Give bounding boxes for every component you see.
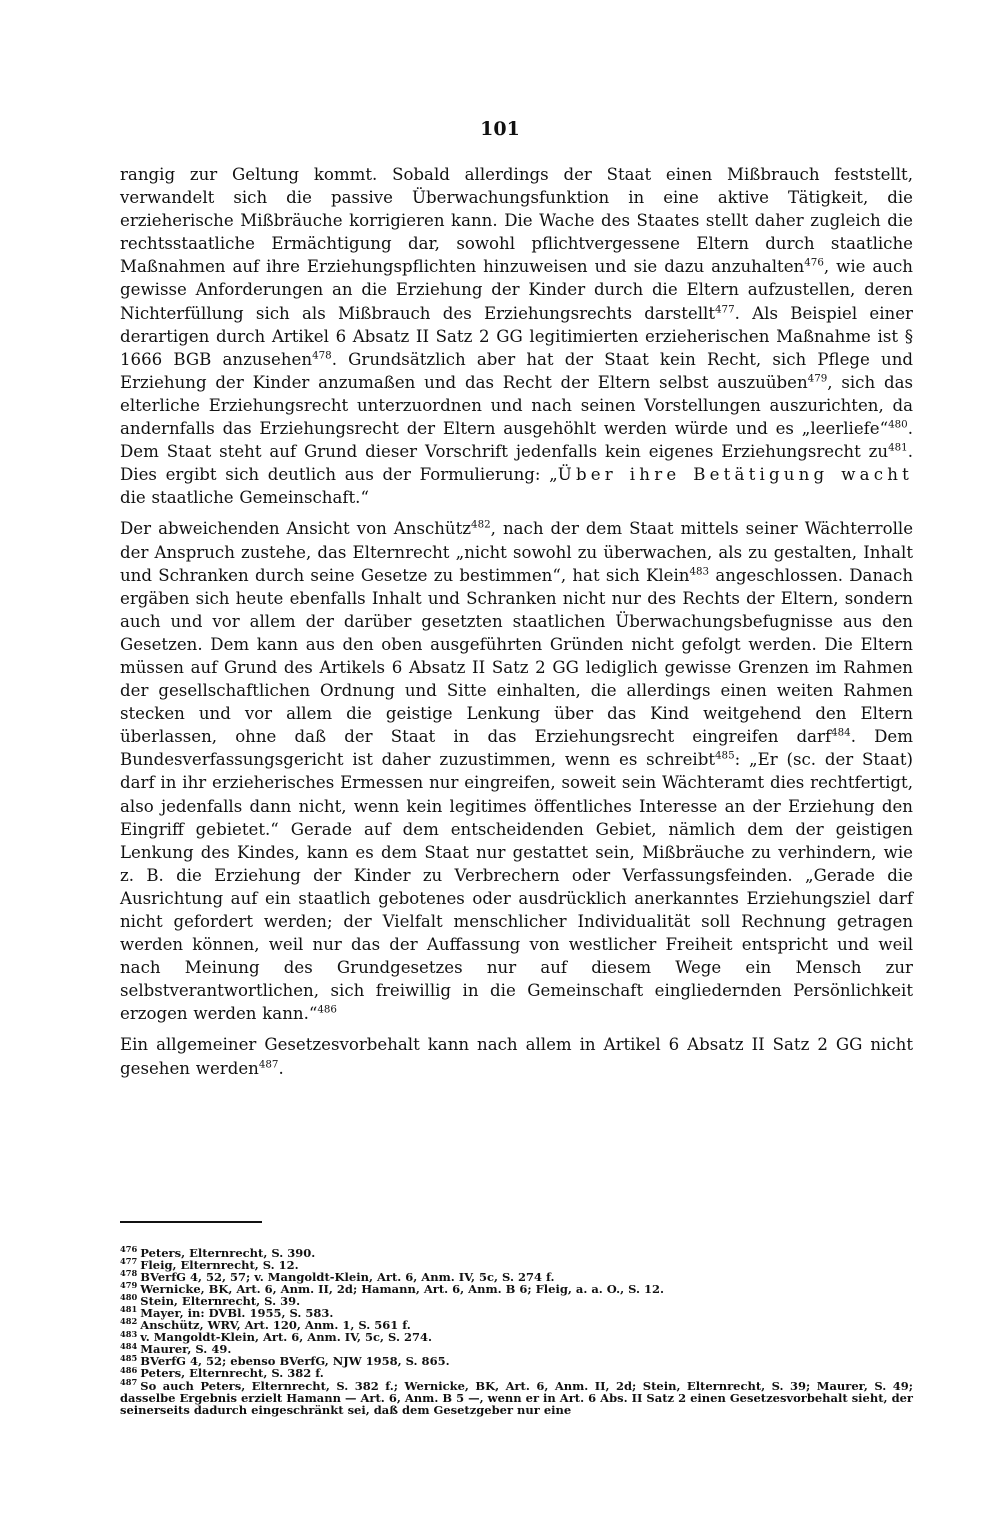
footnote-number: 480 bbox=[120, 1292, 138, 1303]
footnote-number: 486 bbox=[120, 1364, 138, 1375]
footnote-ref: 486 bbox=[317, 1003, 337, 1016]
footnote-ref: 479 bbox=[807, 372, 828, 385]
text-run: . Dem Staat steht auf Grund dieser Vorschrift jedenfalls kein eigenes Erziehungsrecht zu bbox=[120, 419, 913, 462]
footnote-number: 485 bbox=[120, 1352, 138, 1363]
text-run: . Dies ergibt sich deutlich aus der Formulierung: „ bbox=[120, 442, 913, 485]
text-run: . Dem Bundesverfassungsgericht ist daher zuzustimmen, wenn es schreibt bbox=[120, 727, 913, 770]
text-run: angeschlossen. Danach ergäben sich heute ebenfalls Inhalt und Schranken nicht nur des Rechts der Eltern, sondern auch und vor allem der darüber gesetzten staatlichen Überwachungsbefugnisse aus den Gesetzen. Dem kann aus den oben ausgeführten Gründen nicht gefolgt werden. Die Eltern müssen auf Grund des Artikels 6 Absatz II Satz 2 GG lediglich gewisse Grenzen im Rahmen der gesellschaftlichen Ordnung und Sitte einhalten, die allerdings einen weiten Rahmen stecken und vor allem die geistige Lenkung über das Kind weitgehend den Eltern überlassen, ohne daß der Staat in das Erziehungsrecht eingreifen darf bbox=[120, 565, 914, 747]
text-run: , wie auch gewisse Anforderungen an die Erziehung der Kinder durch die Eltern aufzustellen, deren Nichterfüllung sich als Mißbrauch des Erziehungsrechts darstellt bbox=[120, 257, 913, 323]
footnote-text: Wernicke, BK, Art. 6, Anm. II, 2d; Hamann, Art. 6, Anm. B 6; Fleig, a. a. O., S. 12. bbox=[140, 1282, 665, 1297]
footnote bbox=[120, 1328, 913, 1345]
paragraph-3 bbox=[120, 1033, 913, 1079]
footnote-text: BVerfG 4, 52; ebenso BVerfG, NJW 1958, S. 865. bbox=[140, 1354, 450, 1369]
footnote-number: 483 bbox=[120, 1328, 138, 1339]
footnote-number: 487 bbox=[120, 1376, 138, 1387]
footnote-number: 481 bbox=[120, 1304, 138, 1315]
footnote-number: 476 bbox=[120, 1244, 138, 1255]
footnote-text: BVerfG 4, 52, 57; v. Mangoldt-Klein, Art. 6, Anm. IV, 5c, S. 274 f. bbox=[140, 1270, 555, 1285]
emphasized-quote: Über ihre Betätigung wacht bbox=[557, 465, 913, 485]
page-number: 101 bbox=[480, 118, 520, 140]
text-run: . bbox=[278, 1058, 284, 1078]
text-run: Ein allgemeiner Gesetzesvorbehalt kann nach allem in Artikel 6 Absatz II Satz 2 GG nicht gesehen werden bbox=[120, 1035, 913, 1078]
footnote-ref: 477 bbox=[715, 303, 735, 316]
footnote-text: Maurer, S. 49. bbox=[140, 1342, 232, 1357]
footnote-ref: 485 bbox=[715, 749, 735, 762]
body-text bbox=[120, 163, 913, 1080]
paragraph-2 bbox=[120, 517, 913, 1025]
footnote-number: 484 bbox=[120, 1340, 138, 1351]
text-run: rangig zur Geltung kommt. Sobald allerdings der Staat einen Mißbrauch feststellt, verwandelt sich die passive Überwachungsfunktion in eine aktive Tätigkeit, die erzieherische Mißbräuche korrigieren kann. Die Wache des Staates stellt daher zugleich die rechtsstaatliche Ermächtigung dar, sowohl pflichtvergessene Eltern durch staatliche Maßnahmen auf ihre Erziehungspflichten hinzuweisen und sie dazu anzuhalten bbox=[120, 165, 913, 277]
footnote-ref: 476 bbox=[804, 256, 824, 269]
text-run: , sich das elterliche Erziehungsrecht unterzuordnen und nach seinen Vorstellungen auszurichten, da andernfalls das Erziehungsrecht der Eltern ausgehöhlt werden würde und es „leerliefe“ bbox=[120, 372, 913, 439]
text-run: . Grundsätzlich aber hat der Staat kein Recht, sich Pflege und Erziehung der Kinder anzumaßen und das Recht der Eltern selbst auszuüben bbox=[120, 349, 913, 392]
footnote-text: Fleig, Elternrecht, S. 12. bbox=[140, 1258, 299, 1273]
text-run: . Als Beispiel einer derartigen durch Artikel 6 Absatz II Satz 2 GG legitimierten erzieherischen Maßnahme ist § 1666 BGB anzusehen bbox=[120, 303, 913, 369]
text-run: Der abweichenden Ansicht von Anschütz bbox=[120, 519, 472, 539]
footnote-ref: 478 bbox=[312, 349, 332, 362]
footnote-text: Anschütz, WRV, Art. 120, Anm. 1, S. 561 f. bbox=[140, 1318, 411, 1333]
footnote-text: Peters, Elternrecht, S. 390. bbox=[140, 1246, 316, 1260]
footnote-ref: 484 bbox=[831, 726, 851, 739]
text-run: : „Er (sc. der Staat) darf in ihr erzieherisches Ermessen nur eingreifen, soweit sein Wächteramt dies rechtfertigt, also jedenfalls dann nicht, wenn kein legitimes öffentliches Interesse an der Erziehung den Eingriff gebietet.“ Gerade auf dem entscheidenden Gebiet, nämlich dem der geistigen Lenkung des Kindes, kann es dem Staat nur gestattet sein, Mißbräuche zu verhindern, wie z. B. die Erziehung der Kinder zu Verbrechern oder Verfassungsfeinden. „Gerade die Ausrichtung auf ein staatlich gebotenes oder ausdrücklich anerkanntes Erziehungsziel darf nicht gefordert werden; der Vielfalt menschlicher Individualität soll Rechnung getragen werden können, weil nur das der Auffassung von westlicher Freiheit entspricht und weil nach Meinung des Grundgesetzes nur auf diesem Wege ein Mensch zur selbstverantwortlichen, sich freiwillig in die Gemeinschaft eingliedernden Persönlichkeit erzogen werden kann.“ bbox=[120, 750, 913, 1024]
footnote bbox=[120, 1376, 913, 1417]
footnote-number: 477 bbox=[120, 1256, 138, 1267]
footnote-text: So auch Peters, Elternrecht, S. 382 f.; Wernicke, BK, Art. 6, Anm. II, 2d; Stein, Elternrecht, S. 39; Maurer, S. 49; dasselbe Ergebnis erzielt Hamann — Art. 6, Anm. B 5 —, wenn er in Art. 6 Abs. II Satz 2 einen Gesetzesvorbehalt sieht, der seinerseits dadurch eingeschränkt sei, daß dem Gesetzgeber nur eine bbox=[120, 1378, 913, 1417]
paragraph-1 bbox=[120, 163, 913, 509]
footnote-separator bbox=[120, 1221, 262, 1223]
footnote-ref: 483 bbox=[689, 565, 710, 578]
text-run: die staatliche Gemeinschaft.“ bbox=[120, 488, 369, 508]
text-run: , nach der dem Staat mittels seiner Wächterrolle der Anspruch zustehe, das Elternrecht „nicht sowohl zu überwachen, als zu gestalten, Inhalt und Schranken durch seine Gesetze zu bestimmen“, hat sich Klein bbox=[120, 519, 914, 585]
footnote-text: Peters, Elternrecht, S. 382 f. bbox=[140, 1366, 324, 1381]
footnote-ref: 487 bbox=[258, 1058, 279, 1071]
footnote-number: 482 bbox=[120, 1316, 138, 1327]
footnote-text: v. Mangoldt-Klein, Art. 6, Anm. IV, 5c, S. 274. bbox=[140, 1330, 432, 1345]
footnote-number: 478 bbox=[120, 1268, 138, 1279]
footnote-text: Mayer, in: DVBl. 1955, S. 583. bbox=[140, 1306, 334, 1321]
footnote-number: 479 bbox=[120, 1280, 138, 1291]
footnote-ref: 481 bbox=[888, 441, 908, 454]
footnote-ref: 482 bbox=[471, 518, 491, 531]
footnotes bbox=[120, 1244, 913, 1417]
footnote-ref: 480 bbox=[888, 418, 908, 431]
footnote-text: Stein, Elternrecht, S. 39. bbox=[140, 1294, 301, 1309]
